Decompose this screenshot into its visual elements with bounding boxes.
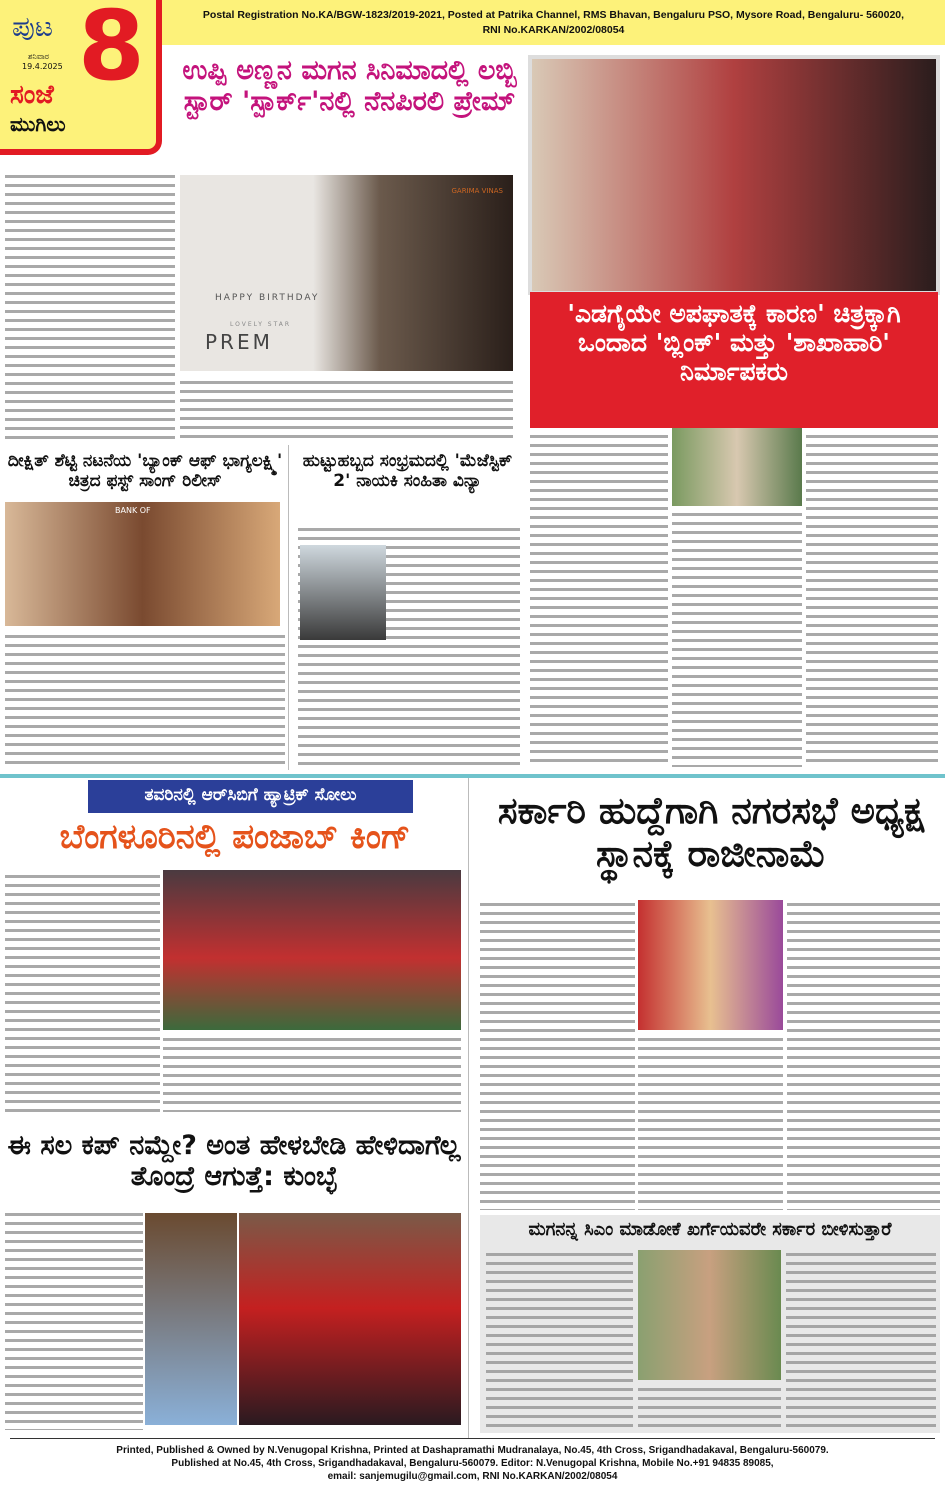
blink-small-photo	[672, 428, 802, 506]
priyanka-photo	[638, 900, 783, 1030]
article-a5-body-1	[5, 872, 160, 1112]
headline-a3: ದೀಕ್ಷಿತ್ ಶೆಟ್ಟಿ ನಟನೆಯ 'ಬ್ಯಾಂಕ್ ಆಫ್ ಭಾಗ್ಯಲಕ್ಷ್ಮಿ' ಚಿತ್ರದ ಫಸ್ಟ್ ಸಾಂಗ್ ರಿಲೀಸ್	[7, 451, 283, 491]
bank-of-bhagyalakshmi-image	[5, 502, 280, 626]
page-word: ಪುಟ	[12, 10, 54, 43]
column-divider	[288, 445, 289, 770]
rcb-players-photo	[239, 1213, 461, 1425]
article-a1-body	[5, 172, 175, 440]
date: 19.4.2025	[22, 62, 63, 71]
headline-a5: ಬೆಂಗಳೂರಿನಲ್ಲಿ ಪಂಜಾಬ್ ಕಿಂಗ್	[59, 817, 411, 857]
prem-poster-image	[180, 175, 513, 371]
masthead	[0, 0, 162, 155]
footer-line: Printed, Published & Owned by N.Venugopal Krishna, Printed at Dashapramathi Mudranalaya, No.45, 4th Cross, Srigandhadakaval, Bengaluru-560079.	[116, 1445, 829, 1456]
samhitha-photo	[300, 545, 386, 640]
article-a7-body	[5, 1210, 143, 1430]
footer-line: Published at No.45, 4th Cross, Srigandhadakaval, Bengaluru-560079. Editor: N.Venugopal Krishna, Mobile No.+91 94835 89085,	[171, 1458, 774, 1469]
paper-name-2: ಮುಗಿಲು	[10, 112, 66, 136]
column-divider	[468, 778, 469, 1438]
blink-team-photo	[528, 55, 940, 295]
page-number: 8	[78, 0, 145, 102]
headline-a4: ಹುಟ್ಟುಹಬ್ಬದ ಸಂಭ್ರಮದಲ್ಲಿ 'ಮೆಜೆಸ್ಟಿಕ್ 2' ನಾಯಕಿ ಸಂಹಿತಾ ವಿನ್ಯಾ	[302, 451, 513, 491]
headline-a2: 'ಎಡಗೈಯೇ ಅಪಘಾತಕ್ಕೆ ಕಾರಣ' ಚಿತ್ರಕ್ಕಾಗಿ ಒಂದಾದ 'ಬ್ಲಿಂಕ್' ಮತ್ತು 'ಶಾಖಾಹಾರಿ' ನಿರ್ಮಾಪಕರು	[530, 292, 938, 428]
article-a8-body-1	[486, 1250, 633, 1428]
punjab-kings-photo	[163, 870, 461, 1030]
footer-line: email: sanjemugilu@gmail.com, RNI No.KARKAN/2002/08054	[327, 1471, 618, 1482]
section-separator	[0, 774, 945, 778]
postal-registration: Postal Registration No.KA/BGW-1823/2019-2021, Posted at Patrika Channel, RMS Bhavan, Bengaluru PSO, Mysore Road, Bengaluru- 560020, RNI No.KARKAN/2002/08054	[202, 9, 905, 36]
article-a1-caption	[180, 378, 513, 440]
headline-a8: ಮಗನನ್ನ ಸಿಎಂ ಮಾಡೋಕೆ ಖರ್ಗೆಯವರೇ ಸರ್ಕಾರ ಬೀಳಿಸುತ್ತಾರೆ	[528, 1219, 892, 1240]
headline-a1: ಉಪ್ಪಿ ಅಣ್ಣನ ಮಗನ ಸಿನಿಮಾದಲ್ಲಿ ಲಬ್ಬಿ ಸ್ಟಾರ್ 'ಸ್ಪಾರ್ಕ್'ನಲ್ಲಿ ನೆನಪಿರಲಿ ಪ್ರೇಮ್	[182, 55, 517, 118]
headline-a6: ಸರ್ಕಾರಿ ಹುದ್ದೆಗಾಗಿ ನಗರಸಭೆ ಅಧ್ಯಕ್ಷ ಸ್ಥಾನಕ್ಕೆ ರಾಜೀನಾಮೆ	[497, 789, 925, 875]
paper-name-1: ಸಂಜೆ	[10, 80, 54, 110]
poster-text: PREM	[205, 330, 273, 354]
poster-text: LOVELY STAR	[230, 321, 292, 328]
article-a2-body-3	[806, 432, 938, 767]
kumble-photo	[145, 1213, 237, 1425]
day: ಶನಿವಾರ	[28, 52, 50, 61]
headline-a7: ಈ ಸಲ ಕಪ್ ನಮ್ದೇ? ಅಂತ ಹೇಳಬೇಡಿ ಹೇಳಿದಾಗೆಲ್ಲ ತೊಂದ್ರೆ ಆಗುತ್ತೆ: ಕುಂಬ್ಳೆ	[7, 1130, 461, 1193]
article-a2-body-1	[530, 432, 668, 767]
vijayendra-photo	[638, 1250, 781, 1380]
footer-rule	[10, 1438, 935, 1439]
article-a6-body-3	[787, 900, 940, 1210]
article-a2-body-2	[672, 510, 802, 767]
kicker-a5: ತವರಿನಲ್ಲಿ ಆರ್‌ಸಿಬಿಗೆ ಹ್ಯಾಟ್ರಿಕ್ ಸೋಲು	[88, 780, 413, 813]
article-a8-body-3	[786, 1250, 936, 1428]
postal-band	[162, 0, 945, 45]
poster-text: HAPPY BIRTHDAY	[215, 293, 320, 303]
poster-brand: GARIMA VINAS	[451, 187, 503, 195]
article-a3-body	[5, 632, 285, 770]
article-a6-body-2	[638, 1035, 783, 1210]
footer	[0, 1444, 945, 1483]
article-a8-body-2	[638, 1385, 781, 1428]
article-a5-body-2	[163, 1035, 461, 1112]
article-a6-body-1	[480, 900, 635, 1210]
image-text: BANK OF	[115, 506, 151, 515]
